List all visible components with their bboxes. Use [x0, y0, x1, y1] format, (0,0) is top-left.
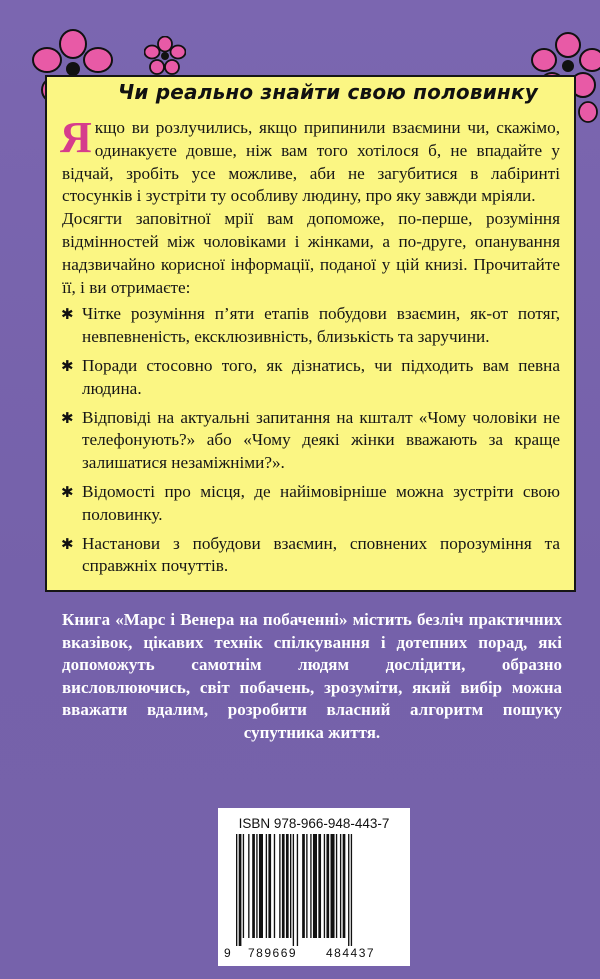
drop-cap-letter: Я: [60, 113, 92, 162]
barcode-block: [218, 808, 410, 966]
asterisk-bullet-icon: ✱: [61, 534, 74, 553]
barcode-digit-first: 9: [224, 946, 233, 960]
book-description: Книга «Марс і Венера на побаченні» містить безліч практичних вказівок, цікавих технік спілкування і дотепних порад, які допоможуть самотнім людям дослідити, образно висловлюючись, світ побачень, зрозуміти, який вибір можна вважати вдалим, розробити власний алгоритм пошуку супутника життя.: [62, 610, 562, 742]
flower-decoration-small-left: [144, 36, 186, 76]
benefits-list: [62, 303, 560, 578]
list-item: ✱ Настанови з побудови взаємин, сповнених порозуміння та справжніх почуттів.: [61, 533, 560, 576]
asterisk-bullet-icon: ✱: [61, 482, 74, 501]
list-item: ✱ Поради стосовно того, як дізнатись, чи підходить вам певна людина.: [61, 355, 560, 398]
isbn-label: ISBN 978-966-948-443-7: [238, 816, 390, 831]
barcode-digits-left: 789669: [248, 946, 298, 960]
barcode-icon: [224, 834, 404, 946]
asterisk-bullet-icon: ✱: [61, 356, 74, 375]
list-item: ✱ Відповіді на актуальні запитання на кшталт «Чому чоловіки не телефонують?» або «Чому деякі жінки вважають за краще залишатися незаміжніми?».: [61, 407, 560, 473]
list-item: ✱ Відомості про місця, де найімовірніше можна зустріти свою половинку.: [61, 481, 560, 524]
list-item: ✱ Чітке розуміння п’яти етапів побудови взаємин, як-от потяг, невпевненість, ексклюзивність, близькість та заручини.: [61, 304, 560, 347]
panel-body: [60, 113, 560, 584]
panel-title: Чи реально знайти свою половинку: [118, 80, 538, 104]
asterisk-bullet-icon: ✱: [61, 305, 74, 324]
barcode-digits-right: 484437: [326, 946, 376, 960]
asterisk-bullet-icon: ✱: [61, 408, 74, 427]
intro-paragraph: Якщо ви розлучились, якщо припинили взаємини чи, скажімо, одинакуєте довше, ніж вам того хотілося б, не впадайте у відчай, зробіть усе можливе, аби не загубитися в лабіринті стосунків і зустріти ту особливу людину, про яку завжди мріяли.: [60, 113, 560, 206]
second-paragraph: Досягти заповітної мрії вам допоможе, по-перше, розуміння відмінностей між чоловіками і жінками, а по-друге, опанування надзвичайно корисної інформації, поданої у цій книзі. Прочитайте її, і ви отримаєте:: [62, 209, 560, 297]
